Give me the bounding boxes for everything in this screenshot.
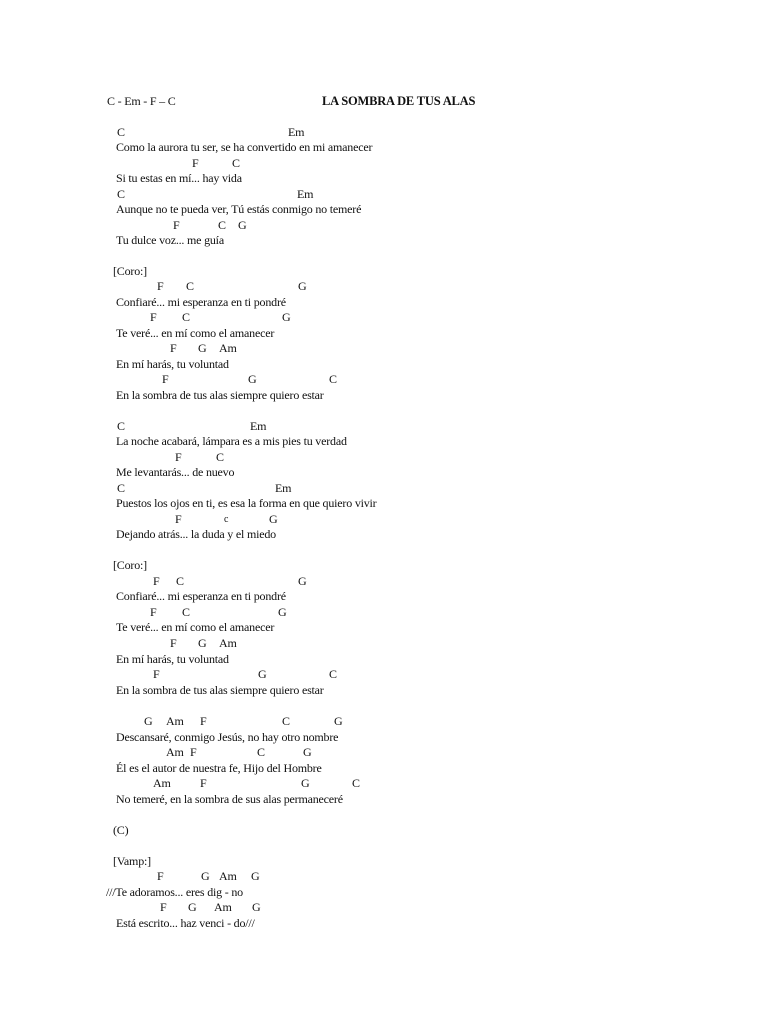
lyric-line: Si tu estas en mí... hay vida — [116, 171, 242, 185]
section-label: [Coro:] — [113, 558, 147, 572]
chord: G — [248, 372, 257, 386]
lyric-line: ///Te adoramos... eres dig - no — [106, 885, 243, 899]
chord-progression: C - Em - F – C — [107, 94, 176, 108]
chord: G — [144, 714, 153, 728]
chord: G — [278, 605, 287, 619]
chord: G — [201, 869, 210, 883]
chord: C — [117, 419, 125, 433]
chord: F — [160, 900, 167, 914]
chord: C — [232, 156, 240, 170]
lyric-line: Como la aurora tu ser, se ha convertido en mi amanecer — [116, 140, 373, 154]
chord: G — [303, 745, 312, 759]
lyric-line: En la sombra de tus alas siempre quiero estar — [116, 388, 324, 402]
lyric-line: Tu dulce voz... me guía — [116, 233, 224, 247]
chord: Am — [153, 776, 171, 790]
chord: C — [257, 745, 265, 759]
lyric-line: Te veré... en mí como el amanecer — [116, 326, 275, 340]
lyric-line: Confiaré... mi esperanza en ti pondré — [116, 295, 286, 309]
chord: G — [198, 636, 207, 650]
chord: F — [192, 156, 199, 170]
chord: Am — [166, 745, 184, 759]
chord: F — [150, 605, 157, 619]
chord: F — [153, 667, 160, 681]
chord: G — [188, 900, 197, 914]
chord: C — [186, 279, 194, 293]
chord: F — [200, 714, 207, 728]
chord: F — [170, 341, 177, 355]
chord: F — [175, 512, 182, 526]
ending-chord: (C) — [113, 823, 129, 837]
chord: F — [170, 636, 177, 650]
chord: F — [190, 745, 197, 759]
chord: G — [282, 310, 291, 324]
chord: c — [224, 514, 229, 525]
chord: G — [298, 279, 307, 293]
chord: Em — [297, 187, 314, 201]
chord: C — [329, 667, 337, 681]
lyric-line: Puestos los ojos en ti, es esa la forma en que quiero vivir — [116, 496, 377, 510]
chord: C — [182, 310, 190, 324]
chord: F — [153, 574, 160, 588]
chord: F — [157, 279, 164, 293]
chord: G — [298, 574, 307, 588]
lyric-line: En la sombra de tus alas siempre quiero estar — [116, 683, 324, 697]
lyric-line: Me levantarás... de nuevo — [116, 465, 235, 479]
chord: Em — [250, 419, 267, 433]
chord: F — [162, 372, 169, 386]
chord: G — [334, 714, 343, 728]
chord: F — [173, 218, 180, 232]
section-label: [Vamp:] — [113, 854, 151, 868]
chord: Am — [214, 900, 232, 914]
chord: F — [175, 450, 182, 464]
chord: C — [176, 574, 184, 588]
lyric-line: En mí harás, tu voluntad — [116, 357, 229, 371]
chord: C — [117, 481, 125, 495]
chord: Am — [166, 714, 184, 728]
lyric-line: Descansaré, conmigo Jesús, no hay otro nombre — [116, 730, 339, 744]
chord: Am — [219, 869, 237, 883]
chord: C — [282, 714, 290, 728]
chord: G — [269, 512, 278, 526]
chord: F — [157, 869, 164, 883]
chord: G — [251, 869, 260, 883]
chord: Em — [288, 125, 305, 139]
lyric-line: No temeré, en la sombra de sus alas permaneceré — [116, 792, 343, 806]
chord: G — [258, 667, 267, 681]
chord: C — [352, 776, 360, 790]
chord: C — [329, 372, 337, 386]
chord: F — [200, 776, 207, 790]
chord: Am — [219, 341, 237, 355]
chord: C — [218, 218, 226, 232]
section-label: [Coro:] — [113, 264, 147, 278]
chord: Am — [219, 636, 237, 650]
chord: G — [198, 341, 207, 355]
lyric-line: Está escrito... haz venci - do/// — [116, 916, 255, 930]
chord: G — [301, 776, 310, 790]
chord: C — [117, 187, 125, 201]
lyric-line: Aunque no te pueda ver, Tú estás conmigo no temeré — [116, 202, 362, 216]
chord: C — [182, 605, 190, 619]
chord: G — [252, 900, 261, 914]
chord: G — [238, 218, 247, 232]
chord: C — [216, 450, 224, 464]
chord: Em — [275, 481, 292, 495]
lyric-line: Dejando atrás... la duda y el miedo — [116, 527, 276, 541]
song-title: LA SOMBRA DE TUS ALAS — [322, 94, 476, 108]
chord: C — [117, 125, 125, 139]
lyric-line: La noche acabará, lámpara es a mis pies tu verdad — [116, 434, 347, 448]
lyric-line: Te veré... en mí como el amanecer — [116, 620, 275, 634]
lyric-line: En mí harás, tu voluntad — [116, 652, 229, 666]
chord: F — [150, 310, 157, 324]
lyric-line: Confiaré... mi esperanza en ti pondré — [116, 589, 286, 603]
lyric-line: Él es el autor de nuestra fe, Hijo del Hombre — [116, 761, 322, 775]
